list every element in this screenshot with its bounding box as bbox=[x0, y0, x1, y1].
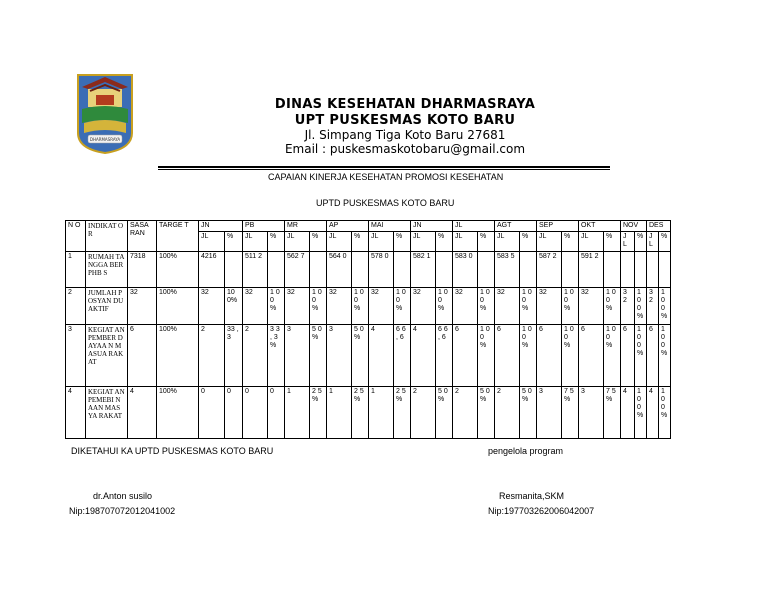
cell-no: 1 bbox=[66, 252, 86, 288]
cell-jl: 6 bbox=[621, 325, 635, 387]
table-row bbox=[66, 252, 671, 288]
sub-header-jl: J L bbox=[647, 232, 659, 252]
cell-jl: 3 bbox=[579, 387, 604, 439]
cell-sasaran: 7318 bbox=[128, 252, 157, 288]
month-header: MAI bbox=[369, 221, 411, 232]
cell-jl: 4 bbox=[647, 387, 659, 439]
cell-no: 2 bbox=[66, 288, 86, 325]
cell-pct: 1 0 0 % bbox=[268, 288, 285, 325]
cell-pct: 7 5 % bbox=[562, 387, 579, 439]
footer-left-name: dr.Anton susilo bbox=[93, 491, 153, 501]
cell-target: 100% bbox=[157, 325, 199, 387]
cell-pct: 1 0 0 % bbox=[562, 325, 579, 387]
cell-no: 3 bbox=[66, 325, 86, 387]
month-header: MR bbox=[285, 221, 327, 232]
sub-header-pct: % bbox=[635, 232, 647, 252]
cell-pct: 5 0 % bbox=[478, 387, 495, 439]
cell-jl: 3 bbox=[327, 325, 352, 387]
cell-jl: 3 bbox=[285, 325, 310, 387]
cell-jl: 1 bbox=[285, 387, 310, 439]
cell-jl: 6 bbox=[537, 325, 562, 387]
header-puskesmas: UPT PUSKESMAS KOTO BARU bbox=[294, 113, 516, 128]
sub-header-pct: % bbox=[436, 232, 453, 252]
cell-pct bbox=[436, 252, 453, 288]
cell-pct: 1 0 0 % bbox=[659, 288, 671, 325]
performance-table bbox=[65, 220, 671, 439]
sub-header-jl: JL bbox=[411, 232, 436, 252]
cell-target: 100% bbox=[157, 288, 199, 325]
cell-pct: 5 0 % bbox=[352, 325, 369, 387]
cell-indikator: KEGIAT AN PEMEBI NAAN MASYA RAKAT bbox=[86, 387, 128, 439]
col-sasaran: SASA RAN bbox=[128, 221, 157, 252]
cell-jl: 2 bbox=[199, 325, 225, 387]
month-header: JN bbox=[199, 221, 243, 232]
cell-pct: 5 0 % bbox=[310, 325, 327, 387]
sub-header-jl: JL bbox=[243, 232, 268, 252]
dharmasraya-logo bbox=[76, 73, 134, 155]
cell-indikator: RUMAH TANGGA BERPHB S bbox=[86, 252, 128, 288]
cell-jl: 6 bbox=[453, 325, 478, 387]
cell-pct: 1 0 0 % bbox=[520, 288, 537, 325]
cell-pct: 1 0 0 % bbox=[635, 387, 647, 439]
cell-target: 100% bbox=[157, 387, 199, 439]
table-row bbox=[66, 288, 671, 325]
sub-header-pct: % bbox=[659, 232, 671, 252]
cell-jl: 2 bbox=[243, 325, 268, 387]
cell-jl: 564 0 bbox=[327, 252, 352, 288]
cell-pct: 6 6 , 6 bbox=[394, 325, 411, 387]
month-header: DES bbox=[647, 221, 671, 232]
sub-header-pct: % bbox=[268, 232, 285, 252]
cell-sasaran: 4 bbox=[128, 387, 157, 439]
cell-jl: 562 7 bbox=[285, 252, 310, 288]
header-rule-thick bbox=[158, 166, 610, 168]
cell-pct: 1 0 0 % bbox=[478, 288, 495, 325]
cell-pct: 1 0 0 % bbox=[604, 325, 621, 387]
cell-pct: 1 0 0 % bbox=[436, 288, 453, 325]
sub-header-jl: JL bbox=[579, 232, 604, 252]
cell-jl: 583 5 bbox=[495, 252, 520, 288]
report-title: CAPAIAN KINERJA KESEHATAN PROMOSI KESEHATAN bbox=[268, 172, 504, 182]
month-header: JL bbox=[453, 221, 495, 232]
cell-jl: 32 bbox=[369, 288, 394, 325]
cell-jl: 32 bbox=[579, 288, 604, 325]
cell-pct: 2 5 % bbox=[352, 387, 369, 439]
cell-pct bbox=[635, 252, 647, 288]
cell-pct bbox=[604, 252, 621, 288]
footer-right-title: pengelola program bbox=[488, 446, 564, 456]
report-subtitle: UPTD PUSKESMAS KOTO BARU bbox=[316, 198, 455, 208]
cell-jl: 32 bbox=[453, 288, 478, 325]
cell-jl bbox=[621, 252, 635, 288]
cell-pct: 5 0 % bbox=[520, 387, 537, 439]
sub-header-pct: % bbox=[604, 232, 621, 252]
cell-jl: 32 bbox=[327, 288, 352, 325]
cell-target: 100% bbox=[157, 252, 199, 288]
cell-jl: 0 bbox=[199, 387, 225, 439]
cell-pct bbox=[225, 252, 243, 288]
cell-pct: 1 0 0 % bbox=[659, 387, 671, 439]
cell-pct: 2 5 % bbox=[394, 387, 411, 439]
cell-pct: 7 5 % bbox=[604, 387, 621, 439]
sub-header-jl: JL bbox=[369, 232, 394, 252]
sub-header-pct: % bbox=[394, 232, 411, 252]
cell-jl: 32 bbox=[411, 288, 436, 325]
cell-pct bbox=[478, 252, 495, 288]
cell-pct bbox=[659, 252, 671, 288]
cell-jl: 6 bbox=[647, 325, 659, 387]
month-header: OKT bbox=[579, 221, 621, 232]
header-agency: DINAS KESEHATAN DHARMASRAYA bbox=[274, 97, 536, 112]
month-header: JN bbox=[411, 221, 453, 232]
cell-jl: 32 bbox=[243, 288, 268, 325]
cell-jl: 3 2 bbox=[647, 288, 659, 325]
cell-indikator: KEGIAT AN PEMBER DAYAA N MASUA RAKAT bbox=[86, 325, 128, 387]
sub-header-jl: JL bbox=[327, 232, 352, 252]
col-no: N O bbox=[66, 221, 86, 252]
sub-header-jl: J L bbox=[621, 232, 635, 252]
cell-jl: 587 2 bbox=[537, 252, 562, 288]
cell-sasaran: 32 bbox=[128, 288, 157, 325]
cell-jl: 32 bbox=[199, 288, 225, 325]
cell-jl: 4 bbox=[369, 325, 394, 387]
cell-jl: 4 bbox=[411, 325, 436, 387]
cell-pct: 1 0 0 % bbox=[659, 325, 671, 387]
header-rule-thin bbox=[158, 169, 610, 170]
col-indikator: INDIKAT OR bbox=[86, 221, 128, 252]
cell-jl: 2 bbox=[411, 387, 436, 439]
cell-jl: 1 bbox=[369, 387, 394, 439]
month-header: AGT bbox=[495, 221, 537, 232]
col-target: TARGE T bbox=[157, 221, 199, 252]
cell-pct: 2 5 % bbox=[310, 387, 327, 439]
sub-header-pct: % bbox=[310, 232, 327, 252]
footer-right-nip: Nip:197703262006042007 bbox=[488, 506, 595, 516]
cell-jl: 1 bbox=[327, 387, 352, 439]
cell-jl: 4 bbox=[621, 387, 635, 439]
cell-pct: 5 0 % bbox=[436, 387, 453, 439]
cell-pct: 0 bbox=[225, 387, 243, 439]
cell-jl: 32 bbox=[537, 288, 562, 325]
cell-pct: 1 0 0 % bbox=[394, 288, 411, 325]
cell-jl: 2 bbox=[495, 387, 520, 439]
header-email: Email : puskesmaskotobaru@gmail.com bbox=[284, 142, 526, 156]
cell-pct: 1 0 0 % bbox=[310, 288, 327, 325]
cell-pct: 33 ,3 bbox=[225, 325, 243, 387]
cell-pct bbox=[562, 252, 579, 288]
cell-jl: 583 0 bbox=[453, 252, 478, 288]
cell-pct: 1 0 0 % bbox=[352, 288, 369, 325]
cell-pct: 1 0 0 % bbox=[520, 325, 537, 387]
cell-indikator: JUMLAH POSYAN DU AKTIF bbox=[86, 288, 128, 325]
sub-header-pct: % bbox=[520, 232, 537, 252]
table-row bbox=[66, 325, 671, 387]
month-header: AP bbox=[327, 221, 369, 232]
cell-jl: 2 bbox=[453, 387, 478, 439]
header-address: Jl. Simpang Tiga Koto Baru 27681 bbox=[304, 128, 506, 142]
cell-pct: 1 0 0 % bbox=[478, 325, 495, 387]
sub-header-pct: % bbox=[478, 232, 495, 252]
cell-jl: 32 bbox=[285, 288, 310, 325]
cell-pct: 10 0% bbox=[225, 288, 243, 325]
sub-header-pct: % bbox=[352, 232, 369, 252]
cell-pct: 3 3 , 3 % bbox=[268, 325, 285, 387]
sub-header-jl: JL bbox=[285, 232, 310, 252]
month-header: PB bbox=[243, 221, 285, 232]
cell-pct: 6 6 , 6 bbox=[436, 325, 453, 387]
cell-pct bbox=[268, 252, 285, 288]
sub-header-pct: % bbox=[562, 232, 579, 252]
cell-pct: 1 0 0 % bbox=[635, 325, 647, 387]
sub-header-jl: JL bbox=[495, 232, 520, 252]
cell-pct: 1 0 0 % bbox=[562, 288, 579, 325]
footer-right-name: Resmanita,SKM bbox=[499, 491, 565, 501]
table-body bbox=[66, 252, 671, 439]
cell-pct bbox=[394, 252, 411, 288]
table-row bbox=[66, 387, 671, 439]
month-header: NOV bbox=[621, 221, 647, 232]
cell-pct bbox=[310, 252, 327, 288]
cell-pct: 1 0 0 % bbox=[635, 288, 647, 325]
cell-pct bbox=[352, 252, 369, 288]
footer-left-title: DIKETAHUI KA UPTD PUSKESMAS KOTO BARU bbox=[71, 446, 274, 456]
sub-header-jl: JL bbox=[453, 232, 478, 252]
cell-sasaran: 6 bbox=[128, 325, 157, 387]
svg-text:DHARMASRAYA: DHARMASRAYA bbox=[89, 137, 121, 142]
cell-pct: 1 0 0 % bbox=[604, 288, 621, 325]
sub-header-pct: % bbox=[225, 232, 243, 252]
cell-jl: 3 bbox=[537, 387, 562, 439]
cell-jl: 511 2 bbox=[243, 252, 268, 288]
sub-header-jl: JL bbox=[537, 232, 562, 252]
cell-jl: 6 bbox=[579, 325, 604, 387]
sub-header-jl: JL bbox=[199, 232, 225, 252]
month-header: SEP bbox=[537, 221, 579, 232]
cell-jl: 582 1 bbox=[411, 252, 436, 288]
footer-left-nip: Nip:198707072012041002 bbox=[69, 506, 176, 516]
cell-jl: 6 bbox=[495, 325, 520, 387]
cell-pct: 0 bbox=[268, 387, 285, 439]
cell-jl: 32 bbox=[495, 288, 520, 325]
cell-pct bbox=[520, 252, 537, 288]
cell-jl bbox=[647, 252, 659, 288]
cell-jl: 578 0 bbox=[369, 252, 394, 288]
cell-jl: 4216 bbox=[199, 252, 225, 288]
cell-no: 4 bbox=[66, 387, 86, 439]
cell-jl: 0 bbox=[243, 387, 268, 439]
cell-jl: 591 2 bbox=[579, 252, 604, 288]
cell-jl: 3 2 bbox=[621, 288, 635, 325]
